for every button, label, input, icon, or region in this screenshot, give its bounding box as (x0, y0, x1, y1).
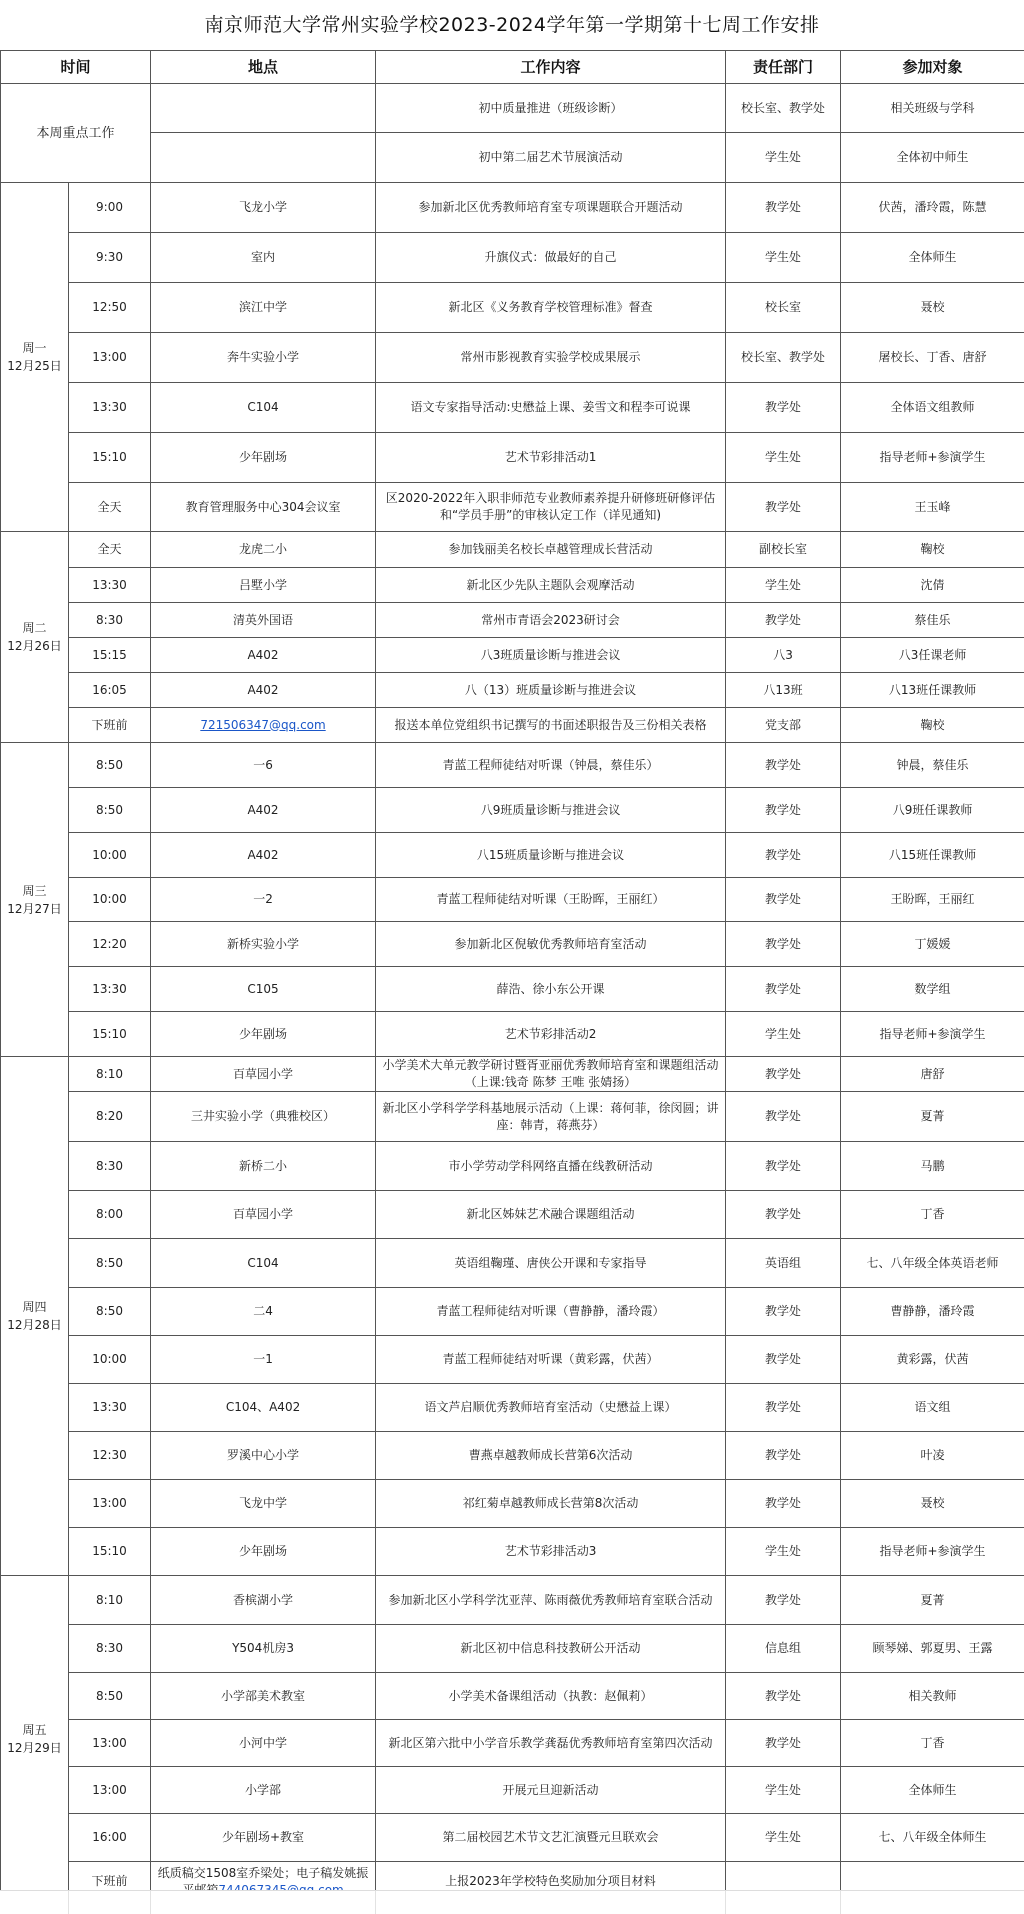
dept-cell: 教学处 (726, 603, 841, 638)
place-cell: 小学部美术教室 (151, 1673, 376, 1720)
time-cell: 8:30 (69, 1142, 151, 1191)
participants-cell: 指导老师+参演学生 (841, 433, 1024, 483)
schedule-row (1, 1092, 1024, 1142)
participants-cell: 相关班级与学科 (841, 84, 1024, 133)
content-cell: 新北区《义务教育学校管理标准》督查 (376, 283, 726, 333)
dept-cell: 学生处 (726, 1528, 841, 1576)
content-cell: 青蓝工程师徒结对听课（王盼晖，王丽红） (376, 878, 726, 922)
content-cell: 初中质量推进（班级诊断） (376, 84, 726, 133)
time-cell: 15:15 (69, 638, 151, 673)
schedule-row (1, 1288, 1024, 1336)
content-cell: 祁红菊卓越教师成长营第8次活动 (376, 1480, 726, 1528)
schedule-row (1, 1057, 1024, 1092)
content-cell: 艺术节彩排活动1 (376, 433, 726, 483)
time-cell: 8:10 (69, 1576, 151, 1625)
place-cell: 室内 (151, 233, 376, 283)
content-cell: 第二届校园艺术节文艺汇演暨元旦联欢会 (376, 1814, 726, 1862)
place-text: 纸质稿交1508室乔梁处；电子稿发姚振 (158, 1866, 369, 1897)
dept-cell: 教学处 (726, 1191, 841, 1239)
content-cell: 报送本单位党组织书记撰写的书面述职报告及三份相关表格 (376, 708, 726, 743)
time-cell: 8:00 (69, 1191, 151, 1239)
time-cell: 13:00 (69, 333, 151, 383)
place-cell: 小学部 (151, 1767, 376, 1814)
schedule-row (1, 1625, 1024, 1673)
participants-cell: 黄彩露，伏茜 (841, 1336, 1024, 1384)
place-cell: 新桥二小 (151, 1142, 376, 1191)
dept-cell: 教学处 (726, 1384, 841, 1432)
schedule-row (1, 1814, 1024, 1862)
participants-cell: 七、八年级全体师生 (841, 1814, 1024, 1862)
schedule-row (1, 1191, 1024, 1239)
participants-cell: 夏菁 (841, 1576, 1024, 1625)
content-cell: 艺术节彩排活动2 (376, 1012, 726, 1057)
schedule-row (1, 743, 1024, 788)
participants-cell: 聂校 (841, 283, 1024, 333)
participants-cell: 语文组 (841, 1384, 1024, 1432)
dept-cell: 校长室、教学处 (726, 333, 841, 383)
dept-cell: 八13班 (726, 673, 841, 708)
day-cell (1, 532, 69, 743)
key-work-label: 本周重点工作 (1, 84, 151, 183)
day-label: 周三 (5, 882, 64, 900)
content-cell: 八9班质量诊断与推进会议 (376, 788, 726, 833)
dept-cell: 教学处 (726, 922, 841, 967)
place-cell: 罗溪中心小学 (151, 1432, 376, 1480)
time-cell: 8:50 (69, 743, 151, 788)
participants-cell: 丁香 (841, 1720, 1024, 1767)
schedule-row (1, 878, 1024, 922)
content-cell: 英语组鞠瑾、唐侠公开课和专家指导 (376, 1239, 726, 1288)
place-cell: 新桥实验小学 (151, 922, 376, 967)
dept-cell: 教学处 (726, 1057, 841, 1092)
participants-cell: 钟晨，蔡佳乐 (841, 743, 1024, 788)
dept-cell: 校长室、教学处 (726, 84, 841, 133)
day-cell (1, 183, 69, 532)
place-cell: A402 (151, 673, 376, 708)
participants-cell: 叶凌 (841, 1432, 1024, 1480)
dept-cell: 英语组 (726, 1239, 841, 1288)
place-cell (151, 708, 376, 743)
key-work-row (1, 133, 1024, 183)
content-cell: 八15班质量诊断与推进会议 (376, 833, 726, 878)
content-cell: 常州市青语会2023研讨会 (376, 603, 726, 638)
participants-cell: 屠校长、丁香、唐舒 (841, 333, 1024, 383)
time-cell: 13:30 (69, 568, 151, 603)
schedule-row (1, 1384, 1024, 1432)
time-cell: 13:30 (69, 1384, 151, 1432)
dept-cell: 教学处 (726, 483, 841, 532)
content-cell: 参加新北区小学科学沈亚萍、陈雨薇优秀教师培育室联合活动 (376, 1576, 726, 1625)
time-cell: 13:00 (69, 1767, 151, 1814)
place-cell: 吕墅小学 (151, 568, 376, 603)
dept-cell: 教学处 (726, 1480, 841, 1528)
email-link[interactable]: 721506347@qq.com (200, 718, 325, 732)
header-dept: 责任部门 (726, 51, 841, 84)
time-cell: 15:10 (69, 1012, 151, 1057)
schedule-row (1, 967, 1024, 1012)
dept-cell: 党支部 (726, 708, 841, 743)
place-cell (151, 133, 376, 183)
schedule-row (1, 283, 1024, 333)
place-cell: 小河中学 (151, 1720, 376, 1767)
time-cell: 13:00 (69, 1480, 151, 1528)
time-cell: 9:00 (69, 183, 151, 233)
header-participants: 参加对象 (841, 51, 1024, 84)
dept-cell: 教学处 (726, 967, 841, 1012)
schedule-row (1, 1480, 1024, 1528)
schedule-row (1, 603, 1024, 638)
place-cell (151, 84, 376, 133)
schedule-row (1, 183, 1024, 233)
dept-cell: 教学处 (726, 1720, 841, 1767)
content-cell: 艺术节彩排活动3 (376, 1528, 726, 1576)
date-label: 12月27日 (5, 900, 64, 918)
place-cell: C104 (151, 1239, 376, 1288)
time-cell: 8:30 (69, 603, 151, 638)
header-place: 地点 (151, 51, 376, 84)
participants-cell: 相关教师 (841, 1673, 1024, 1720)
participants-cell: 全体语文组教师 (841, 383, 1024, 433)
participants-cell: 伏茜，潘玲霞，陈慧 (841, 183, 1024, 233)
time-cell: 15:10 (69, 433, 151, 483)
time-cell: 13:30 (69, 967, 151, 1012)
participants-cell: 八9班任课教师 (841, 788, 1024, 833)
place-cell: 教育管理服务中心304会议室 (151, 483, 376, 532)
time-cell: 下班前 (69, 1862, 151, 1902)
participants-cell: 丁媛媛 (841, 922, 1024, 967)
dept-cell: 教学处 (726, 183, 841, 233)
dept-cell: 教学处 (726, 1142, 841, 1191)
content-cell: 语文芦启顺优秀教师培育室活动（史懋益上课） (376, 1384, 726, 1432)
dept-cell: 学生处 (726, 1767, 841, 1814)
content-cell: 语文专家指导活动:史懋益上课、姜雪文和程李可说课 (376, 383, 726, 433)
schedule-table (0, 50, 1024, 1902)
time-cell: 10:00 (69, 1336, 151, 1384)
participants-cell: 全体师生 (841, 233, 1024, 283)
schedule-row (1, 568, 1024, 603)
participants-cell: 聂校 (841, 1480, 1024, 1528)
schedule-row (1, 1142, 1024, 1191)
place-cell: A402 (151, 788, 376, 833)
participants-cell: 全体师生 (841, 1767, 1024, 1814)
content-cell: 开展元旦迎新活动 (376, 1767, 726, 1814)
schedule-row (1, 1012, 1024, 1057)
key-work-row (1, 84, 1024, 133)
dept-cell: 教学处 (726, 833, 841, 878)
place-cell: Y504机房3 (151, 1625, 376, 1673)
time-cell: 10:00 (69, 833, 151, 878)
page-title: 南京师范大学常州实验学校2023-2024学年第一学期第十七周工作安排 (0, 0, 1024, 50)
date-label: 12月29日 (5, 1739, 64, 1757)
dept-cell: 学生处 (726, 568, 841, 603)
participants-cell: 沈倩 (841, 568, 1024, 603)
content-cell: 升旗仪式：做最好的自己 (376, 233, 726, 283)
place-cell: 飞龙小学 (151, 183, 376, 233)
content-cell: 新北区初中信息科技教研公开活动 (376, 1625, 726, 1673)
day-label: 周四 (5, 1298, 64, 1316)
place-cell: 三井实验小学（典雅校区） (151, 1092, 376, 1142)
header-time: 时间 (1, 51, 151, 84)
dept-cell: 副校长室 (726, 532, 841, 568)
content-cell: 八3班质量诊断与推进会议 (376, 638, 726, 673)
time-cell: 8:50 (69, 1288, 151, 1336)
participants-cell: 马鹏 (841, 1142, 1024, 1191)
day-label: 周五 (5, 1721, 64, 1739)
schedule-row (1, 483, 1024, 532)
content-cell: 区2020-2022年入职非师范专业教师素养提升研修班研修评估和“学员手册”的审核认定工作（详见通知) (376, 483, 726, 532)
place-cell: A402 (151, 833, 376, 878)
content-cell: 青蓝工程师徒结对听课（曹静静，潘玲霞） (376, 1288, 726, 1336)
participants-cell: 指导老师+参演学生 (841, 1528, 1024, 1576)
schedule-row (1, 1239, 1024, 1288)
participants-cell: 唐舒 (841, 1057, 1024, 1092)
schedule-row (1, 1720, 1024, 1767)
content-cell: 薛浩、徐小东公开课 (376, 967, 726, 1012)
dept-cell: 学生处 (726, 1012, 841, 1057)
time-cell: 16:05 (69, 673, 151, 708)
dept-cell: 学生处 (726, 133, 841, 183)
dept-cell: 教学处 (726, 1576, 841, 1625)
place-cell: 飞龙中学 (151, 1480, 376, 1528)
dept-cell: 教学处 (726, 743, 841, 788)
time-cell: 13:00 (69, 1720, 151, 1767)
time-cell: 12:50 (69, 283, 151, 333)
schedule-row (1, 233, 1024, 283)
place-cell: 滨江中学 (151, 283, 376, 333)
dept-cell: 学生处 (726, 1814, 841, 1862)
schedule-row (1, 1673, 1024, 1720)
content-cell: 小学美术备课组活动（执教：赵佩莉） (376, 1673, 726, 1720)
schedule-row (1, 1336, 1024, 1384)
time-cell: 8:50 (69, 1239, 151, 1288)
participants-cell: 全体初中师生 (841, 133, 1024, 183)
participants-cell: 曹静静，潘玲霞 (841, 1288, 1024, 1336)
content-cell: 新北区小学科学学科基地展示活动（上课：蒋何菲，徐闵圆；讲座：韩青，蒋燕芬） (376, 1092, 726, 1142)
time-cell: 16:00 (69, 1814, 151, 1862)
place-cell: 香槟湖小学 (151, 1576, 376, 1625)
dept-cell: 校长室 (726, 283, 841, 333)
time-cell: 8:20 (69, 1092, 151, 1142)
time-cell: 12:20 (69, 922, 151, 967)
content-cell: 新北区第六批中小学音乐教学龚磊优秀教师培育室第四次活动 (376, 1720, 726, 1767)
place-cell: 一6 (151, 743, 376, 788)
content-cell: 新北区少先队主题队会观摩活动 (376, 568, 726, 603)
participants-cell: 夏菁 (841, 1092, 1024, 1142)
schedule-row (1, 1528, 1024, 1576)
participants-cell: 指导老师+参演学生 (841, 1012, 1024, 1057)
content-cell: 青蓝工程师徒结对听课（黄彩露，伏茜） (376, 1336, 726, 1384)
place-cell: 龙虎二小 (151, 532, 376, 568)
content-cell: 上报2023年学校特色奖励加分项目材料 (376, 1862, 726, 1902)
participants-cell: 顾琴娣、郭夏男、王露 (841, 1625, 1024, 1673)
header-row (1, 51, 1024, 84)
blank-row (0, 1890, 1024, 1914)
day-label: 周一 (5, 339, 64, 357)
participants-cell: 七、八年级全体英语老师 (841, 1239, 1024, 1288)
participants-cell: 数学组 (841, 967, 1024, 1012)
time-cell: 8:50 (69, 1673, 151, 1720)
content-cell: 青蓝工程师徒结对听课（钟晨，蔡佳乐） (376, 743, 726, 788)
time-cell: 13:30 (69, 383, 151, 433)
schedule-row (1, 708, 1024, 743)
place-cell: C104 (151, 383, 376, 433)
schedule-row (1, 638, 1024, 673)
participants-cell: 八15班任课教师 (841, 833, 1024, 878)
dept-cell: 教学处 (726, 878, 841, 922)
dept-cell: 八3 (726, 638, 841, 673)
place-cell: A402 (151, 638, 376, 673)
place-cell: 二4 (151, 1288, 376, 1336)
content-cell: 八（13）班质量诊断与推进会议 (376, 673, 726, 708)
schedule-row (1, 673, 1024, 708)
schedule-row (1, 532, 1024, 568)
content-cell: 市小学劳动学科网络直播在线教研活动 (376, 1142, 726, 1191)
date-label: 12月28日 (5, 1316, 64, 1334)
place-cell: 一2 (151, 878, 376, 922)
participants-cell: 八13班任课教师 (841, 673, 1024, 708)
place-cell: 奔牛实验小学 (151, 333, 376, 383)
place-cell: 少年剧场 (151, 1012, 376, 1057)
schedule-row (1, 383, 1024, 433)
participants-cell: 王玉峰 (841, 483, 1024, 532)
participants-cell: 八3任课老师 (841, 638, 1024, 673)
schedule-row (1, 788, 1024, 833)
schedule-row (1, 333, 1024, 383)
place-cell: 少年剧场 (151, 1528, 376, 1576)
dept-cell: 教学处 (726, 1432, 841, 1480)
place-cell: 百草园小学 (151, 1057, 376, 1092)
day-cell (1, 1576, 69, 1902)
time-cell: 12:30 (69, 1432, 151, 1480)
dept-cell: 教学处 (726, 383, 841, 433)
participants-cell: 蔡佳乐 (841, 603, 1024, 638)
content-cell: 参加新北区倪敏优秀教师培育室活动 (376, 922, 726, 967)
dept-cell: 教学处 (726, 788, 841, 833)
day-label: 周二 (5, 619, 64, 637)
date-label: 12月26日 (5, 637, 64, 655)
day-cell (1, 743, 69, 1057)
time-cell: 8:30 (69, 1625, 151, 1673)
content-cell: 曹燕卓越教师成长营第6次活动 (376, 1432, 726, 1480)
content-cell: 参加钱丽美名校长卓越管理成长营活动 (376, 532, 726, 568)
dept-cell: 教学处 (726, 1673, 841, 1720)
time-cell: 15:10 (69, 1528, 151, 1576)
dept-cell: 学生处 (726, 433, 841, 483)
place-cell: 清英外国语 (151, 603, 376, 638)
content-cell: 参加新北区优秀教师培育室专项课题联合开题活动 (376, 183, 726, 233)
place-cell: 一1 (151, 1336, 376, 1384)
content-cell: 新北区姊妹艺术融合课题组活动 (376, 1191, 726, 1239)
day-cell (1, 1057, 69, 1576)
time-cell: 8:10 (69, 1057, 151, 1092)
schedule-row (1, 833, 1024, 878)
content-cell: 常州市影视教育实验学校成果展示 (376, 333, 726, 383)
participants-cell: 丁香 (841, 1191, 1024, 1239)
time-cell: 8:50 (69, 788, 151, 833)
time-cell: 全天 (69, 532, 151, 568)
dept-cell: 教学处 (726, 1288, 841, 1336)
dept-cell: 信息组 (726, 1625, 841, 1673)
schedule-row (1, 1432, 1024, 1480)
schedule-row (1, 1767, 1024, 1814)
dept-cell: 教学处 (726, 1336, 841, 1384)
place-cell: 少年剧场 (151, 433, 376, 483)
schedule-row (1, 922, 1024, 967)
time-cell: 10:00 (69, 878, 151, 922)
dept-cell: 学生处 (726, 233, 841, 283)
schedule-row (1, 433, 1024, 483)
participants-cell: 鞠校 (841, 708, 1024, 743)
header-content: 工作内容 (376, 51, 726, 84)
place-cell: C105 (151, 967, 376, 1012)
content-cell: 初中第二届艺术节展演活动 (376, 133, 726, 183)
time-cell: 9:30 (69, 233, 151, 283)
schedule-row (1, 1576, 1024, 1625)
time-cell: 下班前 (69, 708, 151, 743)
place-cell: 少年剧场+教室 (151, 1814, 376, 1862)
time-cell: 全天 (69, 483, 151, 532)
dept-cell: 教学处 (726, 1092, 841, 1142)
participants-cell: 鞠校 (841, 532, 1024, 568)
place-cell: C104、A402 (151, 1384, 376, 1432)
date-label: 12月25日 (5, 357, 64, 375)
content-cell: 小学美术大单元教学研讨暨胥亚丽优秀教师培育室和课题组活动（上课:钱奇 陈梦 王唯 张婧扬） (376, 1057, 726, 1092)
participants-cell: 王盼晖，王丽红 (841, 878, 1024, 922)
place-cell: 百草园小学 (151, 1191, 376, 1239)
